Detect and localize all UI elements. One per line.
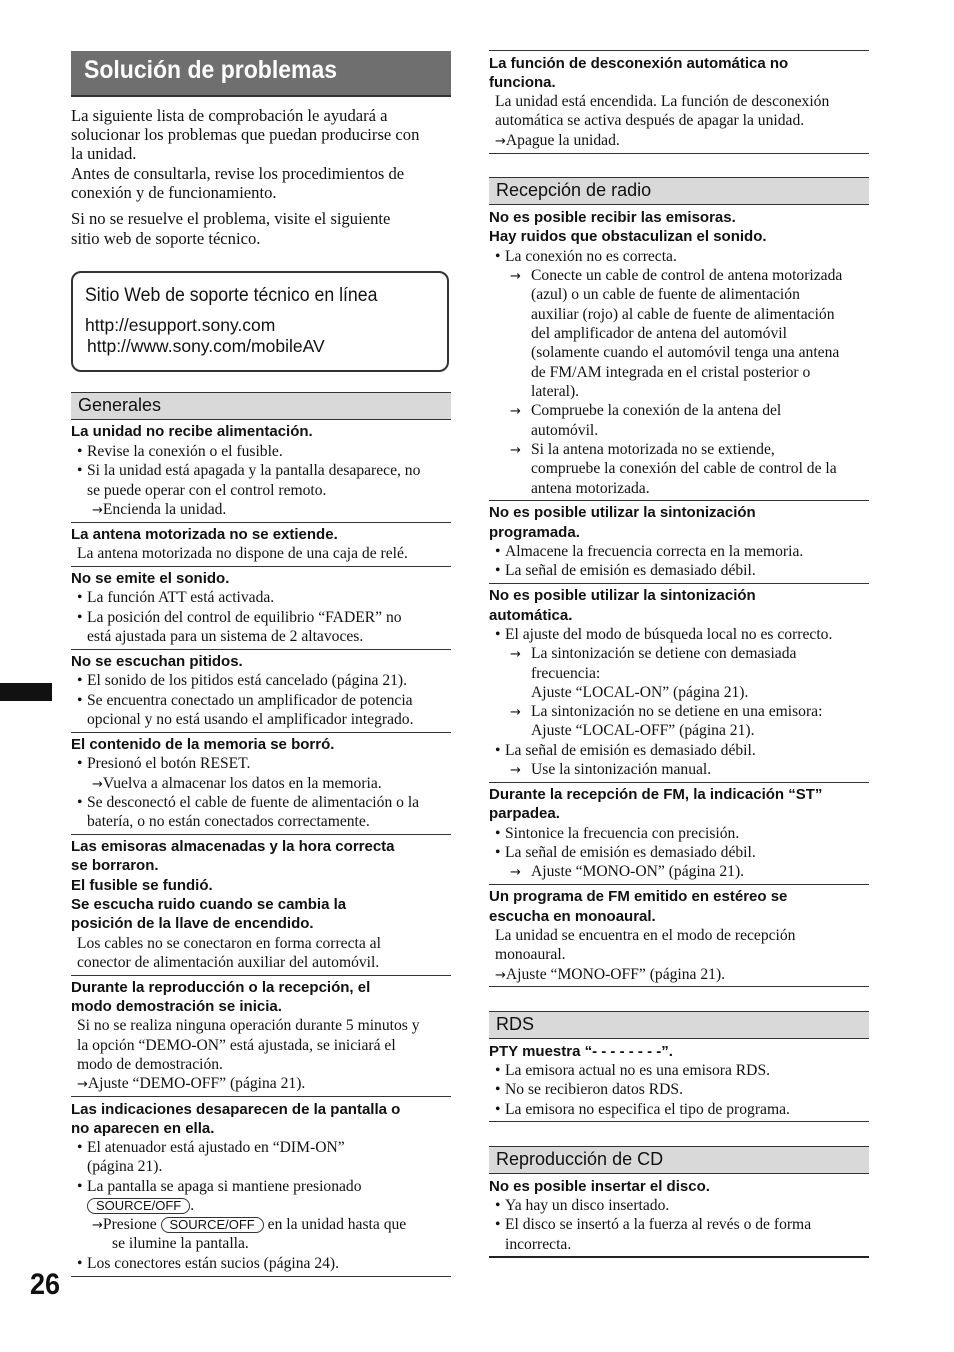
problem-heading: La unidad no recibe alimentación. [71, 423, 313, 440]
solution-item [510, 401, 521, 422]
bullet-item: • La señal de emisión es demasiado débil. [505, 741, 756, 761]
problem-heading: No es posible insertar el disco. [489, 1178, 710, 1195]
bullet-item-cont [87, 1196, 194, 1216]
bullet-item: • El sonido de los pitidos está cancelado (página 21). [87, 671, 407, 691]
side-tab-marker [0, 683, 52, 701]
cause-text: La unidad se encuentra en el modo de recepción [495, 927, 796, 944]
problem-heading: Durante la reproducción o la recepción, el [71, 979, 371, 996]
bullet-item: • La función ATT está activada. [87, 588, 274, 608]
solution-item [510, 862, 521, 883]
page-number: 26 [30, 1268, 61, 1301]
problem-heading: Las emisoras almacenadas y la hora correcta [71, 838, 395, 855]
bullet-item: • Los conectores están sucios (página 24). [87, 1254, 339, 1274]
arrow-icon: → [92, 1218, 103, 1233]
cause-text: Si no se realiza ninguna operación durante 5 minutos y [77, 1017, 420, 1034]
solution-text: Vuelva a almacenar los datos en la memoria. [102, 775, 382, 792]
solution-text: Si la antena motorizada no se extiende, [531, 441, 775, 458]
divider [489, 782, 869, 783]
divider [71, 834, 451, 835]
solution-item [510, 440, 521, 461]
solution-item [510, 702, 521, 723]
bullet-item: • La emisora actual no es una emisora RDS. [505, 1061, 770, 1081]
solution-text-cont: compruebe la conexión del cable de control de la [531, 460, 837, 477]
section-title: Reproducción de CD [496, 1149, 664, 1169]
solution-text: Presione [102, 1216, 157, 1233]
section-header-radio [489, 177, 869, 205]
intro-line: la unidad. [71, 144, 137, 163]
arrow-icon: → [510, 705, 521, 720]
problem-heading: El contenido de la memoria se borró. [71, 736, 335, 753]
section-title: RDS [496, 1014, 535, 1034]
arrow-icon: → [495, 134, 506, 149]
cause-text: modo de demostración. [77, 1056, 223, 1073]
solution-text: Use la sintonización manual. [531, 761, 712, 778]
problem-heading: El fusible se fundió. [71, 877, 213, 894]
bullet-item-cont: está ajustada para un sistema de 2 altavoces. [87, 628, 364, 645]
cause-text: monoaural. [495, 946, 566, 963]
problem-heading-cont: parpadea. [489, 805, 560, 822]
support-website-box [71, 271, 449, 372]
bullet-item: • Revise la conexión o el fusible. [87, 442, 283, 462]
bullet-item-cont: incorrecta. [505, 1236, 572, 1253]
solution-text-cont: auxiliar (rojo) al cable de fuente de alimentación [531, 306, 835, 323]
problem-heading-cont: no aparecen en ella. [71, 1120, 215, 1137]
solution-text-cont: Ajuste “LOCAL-ON” (página 21). [531, 684, 749, 701]
bullet-item: • Ya hay un disco insertado. [505, 1196, 669, 1216]
solution-text: en la unidad hasta que [267, 1216, 407, 1233]
solution-text: Ajuste “MONO-ON” (página 21). [531, 863, 745, 880]
solution-item [510, 760, 521, 781]
solution-item [92, 774, 382, 795]
bullet-item: • Se encuentra conectado un amplificador de potencia [87, 691, 413, 711]
problem-heading: La antena motorizada no se extiende. [71, 526, 338, 543]
bullet-item: • Se desconectó el cable de fuente de alimentación o la [87, 793, 419, 813]
problem-heading: Las indicaciones desaparecen de la pantalla o [71, 1101, 401, 1118]
problem-heading-cont: escucha en monoaural. [489, 908, 656, 925]
bullet-item-cont: (página 21). [87, 1158, 163, 1175]
problem-heading: Se escucha ruido cuando se cambia la [71, 896, 347, 913]
problem-heading: Hay ruidos que obstaculizan el sonido. [489, 228, 767, 245]
arrow-icon: → [510, 647, 521, 662]
divider [71, 1276, 451, 1277]
solution-text-cont: Ajuste “LOCAL-OFF” (página 21). [531, 722, 755, 739]
bullet-item: • No se recibieron datos RDS. [505, 1080, 683, 1100]
solution-text-cont: se ilumine la pantalla. [112, 1235, 249, 1252]
bullet-item: • La señal de emisión es demasiado débil. [505, 843, 756, 863]
solution-text: Conecte un cable de control de antena motorizada [531, 267, 843, 284]
divider [71, 732, 451, 733]
cause-text: la opción “DEMO-ON” está ajustada, se iniciará el [77, 1037, 396, 1054]
solution-item [510, 266, 521, 287]
divider [489, 153, 869, 154]
section-header-rds [489, 1011, 869, 1039]
divider [489, 500, 869, 501]
bullet-item: • La señal de emisión es demasiado débil. [505, 561, 756, 581]
bullet-item-cont: batería, o no están conectados correctamente. [87, 813, 370, 830]
solution-text: Ajuste “DEMO-OFF” (página 21). [87, 1075, 306, 1092]
section-header-generales [71, 392, 451, 420]
problem-heading: No es posible utilizar la sintonización [489, 587, 756, 604]
arrow-icon: → [510, 404, 521, 419]
intro-line: conexión y de funcionamiento. [71, 183, 277, 202]
bullet-item: • El ajuste del modo de búsqueda local no es correcto. [505, 625, 832, 645]
divider [71, 1096, 451, 1097]
bullet-item: • La pantalla se apaga si mantiene presionado [87, 1177, 362, 1197]
solution-item [510, 644, 521, 665]
page-title: Solución de problemas [84, 56, 338, 84]
bullet-item: • El disco se insertó a la fuerza al revés o de forma [505, 1215, 811, 1235]
arrow-icon: → [510, 443, 521, 458]
problem-heading-cont: se borraron. [71, 857, 159, 874]
cause-text: Los cables no se conectaron en forma correcta al [77, 935, 381, 952]
divider [489, 1121, 869, 1122]
divider [71, 975, 451, 976]
arrow-icon: → [92, 503, 103, 518]
support-url-mobileav[interactable]: http://www.sony.com/mobileAV [87, 336, 325, 356]
arrow-icon: → [510, 763, 521, 778]
page-title-bar [71, 51, 451, 97]
support-url-esupport[interactable]: http://esupport.sony.com [85, 315, 276, 335]
cause-text: conector de alimentación auxiliar del automóvil. [77, 954, 380, 971]
solution-text: Encienda la unidad. [102, 501, 227, 518]
problem-heading: No es posible recibir las emisoras. [489, 209, 736, 226]
cause-text: La antena motorizada no dispone de una caja de relé. [77, 545, 408, 562]
intro-line: Antes de consultarla, revise los procedimientos de [71, 164, 405, 183]
solution-text-cont: del amplificador de antena del automóvil [531, 325, 787, 342]
solution-text: La sintonización se detiene con demasiada [531, 645, 797, 662]
bullet-item: • Sintonice la frecuencia con precisión. [505, 824, 739, 844]
problem-heading: PTY muestra “- - - - - - - -”. [489, 1043, 673, 1060]
intro-line: sitio web de soporte técnico. [71, 229, 261, 248]
problem-heading: Durante la recepción de FM, la indicación “ST” [489, 786, 823, 803]
bullet-item: • La emisora no especifica el tipo de programa. [505, 1100, 790, 1120]
cause-text: La unidad está encendida. La función de desconexión [495, 93, 830, 110]
solution-text: La sintonización no se detiene en una emisora: [531, 703, 823, 720]
cause-text: automática se activa después de apagar la unidad. [495, 112, 805, 129]
problem-heading: No se escuchan pitidos. [71, 653, 243, 670]
bullet-item-cont: opcional y no está usando el amplificador integrado. [87, 711, 414, 728]
divider [489, 583, 869, 584]
problem-heading-cont: funciona. [489, 74, 556, 91]
bullet-item: • Almacene la frecuencia correcta en la memoria. [505, 542, 803, 562]
intro-line: solucionar los problemas que puedan producirse con [71, 125, 420, 144]
solution-text: Ajuste “MONO-OFF” (página 21). [505, 966, 726, 983]
problem-heading-cont: modo demostración se inicia. [71, 998, 282, 1015]
bullet-item: • La conexión no es correcta. [505, 247, 677, 267]
arrow-icon: → [495, 968, 506, 983]
solution-item [77, 1074, 305, 1095]
bullet-item: • El atenuador está ajustado en “DIM-ON” [87, 1138, 345, 1158]
bullet-item: • La posición del control de equilibrio “FADER” no [87, 608, 402, 628]
solution-item [495, 965, 725, 986]
solution-text-cont: lateral). [531, 383, 580, 400]
divider [71, 566, 451, 567]
divider [71, 522, 451, 523]
problem-heading-cont: automática. [489, 607, 573, 624]
solution-text: Apague la unidad. [505, 132, 620, 149]
section-header-cd [489, 1146, 869, 1174]
problem-heading-cont: programada. [489, 524, 580, 541]
divider [489, 884, 869, 885]
solution-text: Compruebe la conexión de la antena del [531, 402, 782, 419]
solution-item [495, 131, 620, 152]
section-title: Generales [78, 395, 162, 415]
solution-text-cont: (solamente cuando el automóvil tenga una antena [531, 344, 840, 361]
arrow-icon: → [510, 269, 521, 284]
problem-heading-cont: posición de la llave de encendido. [71, 915, 314, 932]
intro-line: La siguiente lista de comprobación le ayudará a [71, 106, 388, 125]
divider [489, 986, 869, 987]
divider [489, 1256, 869, 1258]
solution-text-cont: de FM/AM integrada en el cristal posterior o [531, 364, 811, 381]
arrow-icon: → [77, 1077, 88, 1092]
source-off-key: SOURCE/OFF [161, 1217, 264, 1233]
support-box-title: Sitio Web de soporte técnico en línea [85, 285, 378, 306]
divider [489, 50, 869, 51]
arrow-icon: → [92, 777, 103, 792]
bullet-item-cont: se puede operar con el control remoto. [87, 482, 327, 499]
solution-text-cont: (azul) o un cable de fuente de alimentación [531, 286, 800, 303]
problem-heading: No se emite el sonido. [71, 570, 230, 587]
problem-heading: Un programa de FM emitido en estéreo se [489, 888, 788, 905]
solution-text-cont: frecuencia: [531, 665, 601, 682]
solution-text-cont: antena motorizada. [531, 480, 650, 497]
divider [71, 649, 451, 650]
bullet-item: • Si la unidad está apagada y la pantalla desaparece, no [87, 461, 420, 481]
solution-item [92, 500, 226, 521]
section-title: Recepción de radio [496, 180, 652, 200]
problem-heading: La función de desconexión automática no [489, 55, 789, 72]
intro-line: Si no se resuelve el problema, visite el siguiente [71, 209, 391, 228]
problem-heading: No es posible utilizar la sintonización [489, 504, 756, 521]
punct: . [190, 1197, 195, 1214]
bullet-item: • Presionó el botón RESET. [87, 754, 250, 774]
solution-item [92, 1215, 406, 1236]
source-off-key: SOURCE/OFF [87, 1198, 190, 1214]
solution-text-cont: automóvil. [531, 422, 599, 439]
arrow-icon: → [510, 865, 521, 880]
